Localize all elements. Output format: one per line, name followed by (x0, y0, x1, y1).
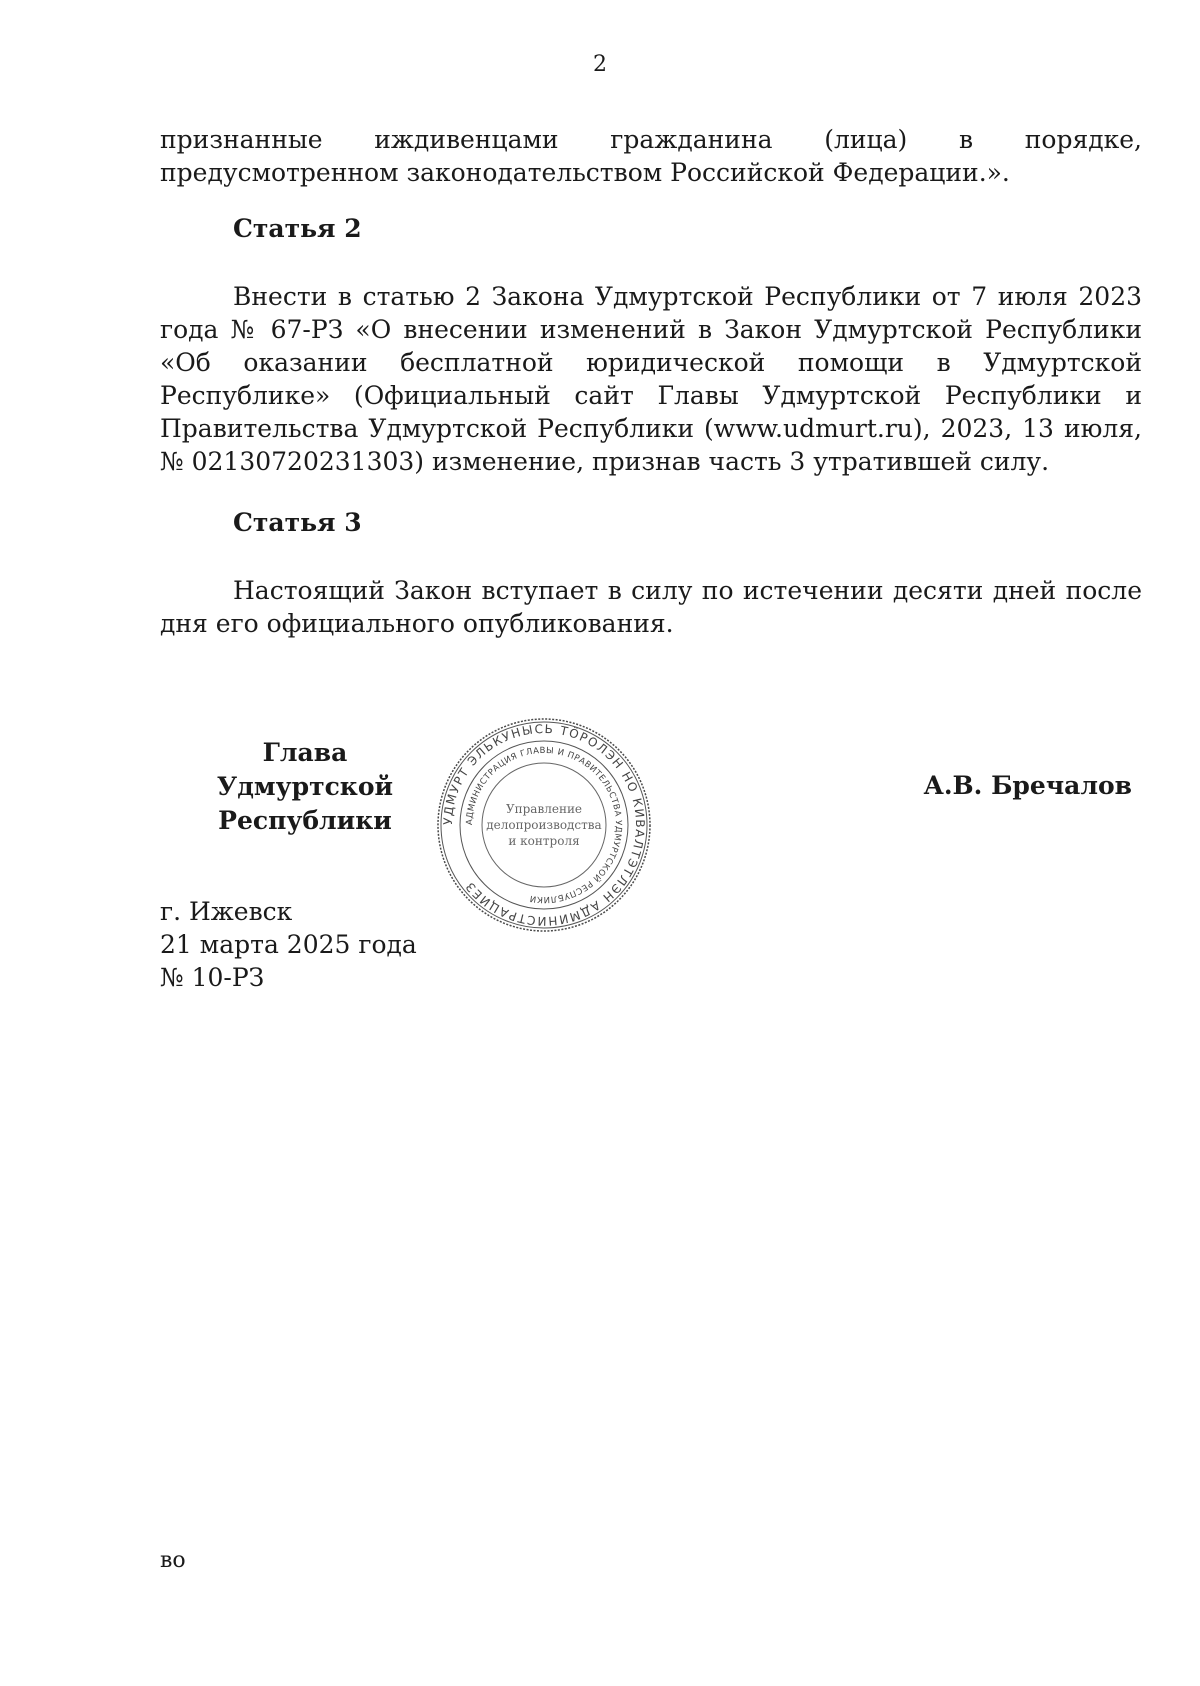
seal-center-line3: и контроля (508, 834, 580, 848)
city: г. Ижевск (160, 897, 293, 926)
footer-initials: во (160, 1548, 186, 1573)
seal-center-line2: делопроизводства (486, 818, 602, 832)
article-2-heading: Статья 2 (233, 214, 362, 243)
continuation-paragraph: признанные иждивенцами гражданина (лица) в порядке, предусмотренном законодательством Российской Федерации.». (160, 125, 1142, 187)
place-date-block (160, 895, 417, 994)
page-number: 2 (593, 52, 607, 77)
article-3-heading: Статья 3 (233, 508, 362, 537)
seal-outer-text: УДМУРТ ЭЛЬКУНЫСЬ ТӦРОЛЭН НО КИВАЛТЭТЛЭН АДМИНИСТРАЦИЕЗ (440, 721, 648, 929)
signature-title (145, 736, 465, 838)
signature-title-line1: Глава (262, 738, 348, 767)
official-seal (434, 715, 654, 935)
article-2-text: Внести в статью 2 Закона Удмуртской Республики от 7 июля 2023 года № 67-РЗ «О внесении изменений в Закон Удмуртской Республики «Об оказании бесплатной юридической помощи в Удмуртской Республике» (Официальный сайт Главы Удмуртской Республики и Правительства Удмуртской Республики (www.udmurt.ru), 2023, 13 июля, № 02130720231303) изменение, признав часть 3 утратившей силу. (160, 282, 1142, 476)
signatory-name: А.В. Бречалов (923, 771, 1132, 800)
seal-center-line1: Управление (505, 802, 583, 816)
law-number: № 10-РЗ (160, 963, 265, 992)
seal-inner-ring-text: АДМИНИСТРАЦИЯ ГЛАВЫ И ПРАВИТЕЛЬСТВА УДМУРТСКОЙ РЕСПУБЛИКИ (464, 745, 624, 905)
article-3-text: Настоящий Закон вступает в силу по истечении десяти дней после дня его официального опубликования. (160, 576, 1142, 638)
signature-title-line2: Удмуртской Республики (216, 772, 394, 835)
signing-date: 21 марта 2025 года (160, 930, 417, 959)
